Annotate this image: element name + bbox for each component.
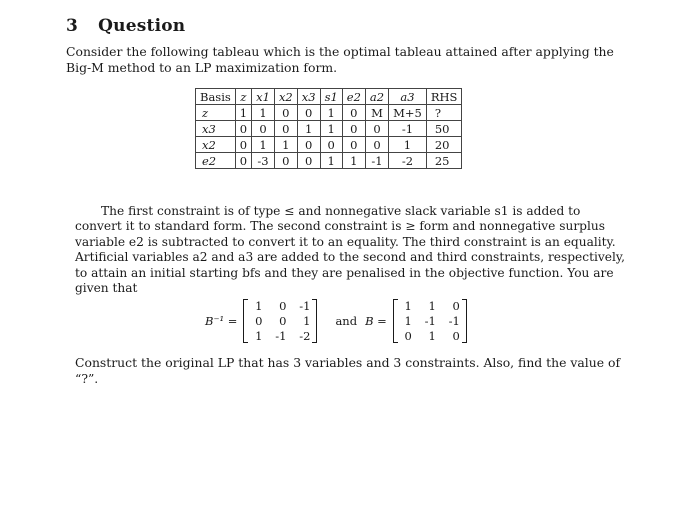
explanation-paragraph: The first constraint is of type ≤ and nonnegative slack variable s1 is added to convert it to standard form. The second constraint is ≥ form and nonnegative surplus variable e2 is subtracted to convert it to an equality. The third constraint is an equality. Artificial variables a2 and a3 are added to the second and third constraints, respectively, to attain an initial starting bfs and they are penalised in the objective function. You are given that: [75, 204, 626, 296]
matrix-cell: 0: [255, 314, 263, 328]
matrix-cell: -1: [424, 314, 436, 328]
b-matrix: [393, 299, 467, 343]
header-a2: a2: [365, 89, 388, 105]
matrix-cell: 1: [428, 329, 436, 343]
table-cell: 0: [342, 121, 365, 137]
table-cell: 0: [297, 153, 320, 169]
basis-cell: x3: [196, 121, 236, 137]
matrix-cell: 1: [404, 314, 412, 328]
table-cell: 0: [274, 121, 297, 137]
matrix-cell: -2: [299, 329, 311, 343]
matrix-cell: -1: [275, 329, 287, 343]
matrix-equation: [205, 299, 467, 343]
table-cell: 0: [235, 121, 251, 137]
table-cell: -3: [252, 153, 275, 169]
table-cell: 1: [320, 153, 342, 169]
header-a3: a3: [389, 89, 427, 105]
table-cell: 0: [320, 137, 342, 153]
table-cell: 1: [320, 105, 342, 121]
b-label: B =: [365, 314, 387, 328]
matrix-cell: 0: [279, 299, 287, 313]
header-e2: e2: [342, 89, 365, 105]
table-cell: 0: [252, 121, 275, 137]
table-cell: 1: [252, 105, 275, 121]
rhs-cell: 20: [426, 137, 462, 153]
table-cell: 1: [252, 137, 275, 153]
table-cell: -2: [389, 153, 427, 169]
table-cell: 1: [342, 153, 365, 169]
tableau-header-row: [196, 89, 462, 105]
table-cell: 0: [342, 137, 365, 153]
rhs-cell: ?: [426, 105, 462, 121]
matrix-cell: 0: [279, 314, 287, 328]
header-s1: s1: [320, 89, 342, 105]
table-cell: 0: [297, 137, 320, 153]
table-cell: 0: [342, 105, 365, 121]
basis-cell: z: [196, 105, 236, 121]
matrix-cell: 1: [404, 299, 412, 313]
table-cell: 0: [235, 137, 251, 153]
matrix-cell: 0: [404, 329, 412, 343]
basis-cell: e2: [196, 153, 236, 169]
rhs-cell: 25: [426, 153, 462, 169]
header-x1: x1: [252, 89, 275, 105]
table-cell: 0: [365, 121, 388, 137]
tableau-row: [196, 105, 462, 121]
table-cell: -1: [365, 153, 388, 169]
matrix-cell: 1: [255, 329, 263, 343]
table-cell: M+5: [389, 105, 427, 121]
task-paragraph: Construct the original LP that has 3 variables and 3 constraints. Also, find the value of “?”.: [75, 355, 621, 386]
table-cell: 1: [274, 137, 297, 153]
table-cell: 1: [235, 105, 251, 121]
intro-paragraph: Consider the following tableau which is the optimal tableau attained after applying the Big-M method to an LP maximization form.: [66, 44, 614, 75]
tableau-row: [196, 137, 462, 153]
table-cell: 1: [320, 121, 342, 137]
header-rhs: RHS: [426, 89, 462, 105]
table-cell: M: [365, 105, 388, 121]
basis-cell: x2: [196, 137, 236, 153]
optimal-tableau: [195, 88, 462, 169]
matrix-cell: -1: [299, 299, 311, 313]
header-basis: Basis: [196, 89, 236, 105]
header-x3: x3: [297, 89, 320, 105]
matrix-cell: 0: [452, 299, 460, 313]
matrix-cell: 1: [303, 314, 311, 328]
section-heading: [66, 16, 185, 36]
tableau-row: [196, 121, 462, 137]
table-cell: -1: [389, 121, 427, 137]
header-z: z: [235, 89, 251, 105]
rhs-cell: 50: [426, 121, 462, 137]
table-cell: 0: [274, 153, 297, 169]
matrix-cell: 0: [452, 329, 460, 343]
matrix-cell: -1: [448, 314, 460, 328]
table-cell: 0: [297, 105, 320, 121]
section-number: 3: [66, 16, 79, 36]
table-cell: 0: [365, 137, 388, 153]
matrix-cell: 1: [255, 299, 263, 313]
table-cell: 1: [389, 137, 427, 153]
binv-label: B⁻¹ =: [205, 314, 238, 328]
binv-matrix: [243, 299, 317, 343]
section-title: Question: [98, 16, 186, 36]
and-connector: and: [335, 314, 358, 328]
table-cell: 1: [297, 121, 320, 137]
matrix-cell: 1: [428, 299, 436, 313]
table-cell: 0: [274, 105, 297, 121]
tableau-row: [196, 153, 462, 169]
header-x2: x2: [274, 89, 297, 105]
table-cell: 0: [235, 153, 251, 169]
